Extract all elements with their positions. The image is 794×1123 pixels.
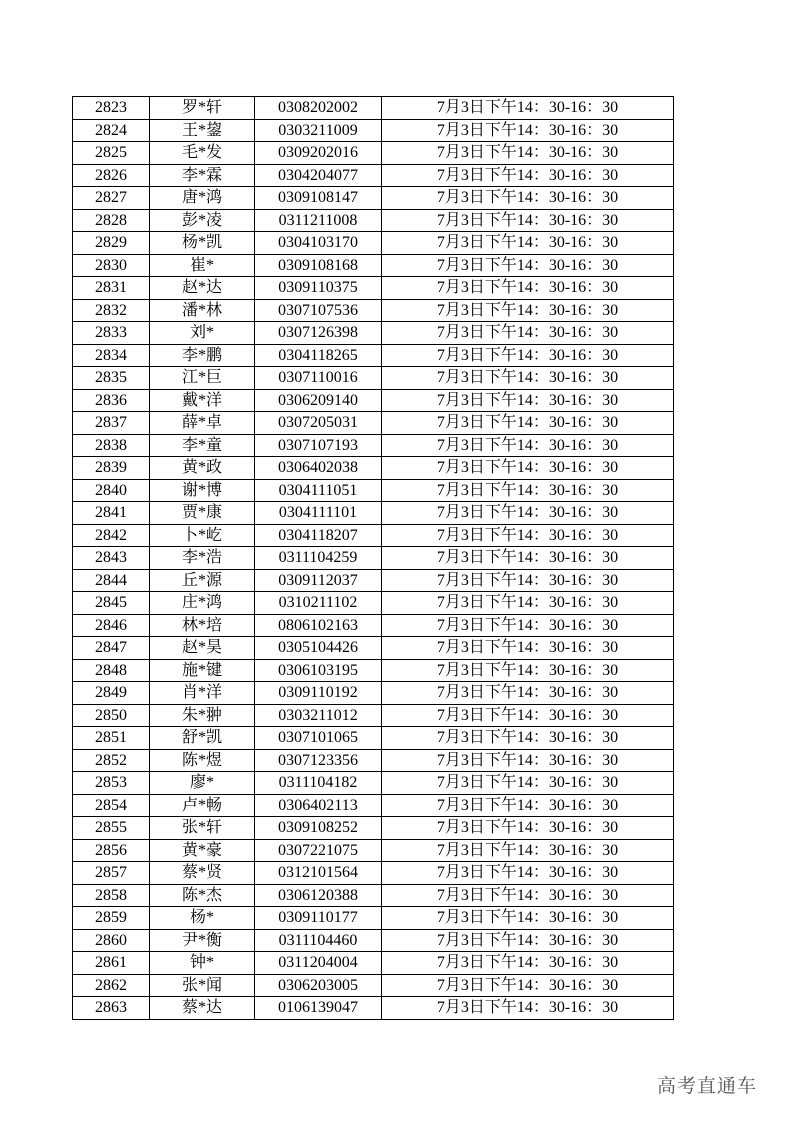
- cell-exam-id: 0309108147: [255, 187, 382, 210]
- cell-number: 2834: [73, 344, 150, 367]
- cell-exam-id: 0304118265: [255, 344, 382, 367]
- cell-number: 2846: [73, 614, 150, 637]
- cell-number: 2861: [73, 952, 150, 975]
- cell-exam-time: 7月3日下午14：30-16：30: [382, 142, 674, 165]
- cell-number: 2842: [73, 524, 150, 547]
- cell-number: 2857: [73, 862, 150, 885]
- cell-number: 2831: [73, 277, 150, 300]
- table-row: [73, 704, 674, 727]
- cell-exam-time: 7月3日下午14：30-16：30: [382, 119, 674, 142]
- cell-exam-id: 0311211008: [255, 209, 382, 232]
- cell-number: 2832: [73, 299, 150, 322]
- table-row: [73, 209, 674, 232]
- cell-number: 2854: [73, 794, 150, 817]
- cell-exam-time: 7月3日下午14：30-16：30: [382, 772, 674, 795]
- table-row: [73, 862, 674, 885]
- table-row: [73, 142, 674, 165]
- cell-exam-time: 7月3日下午14：30-16：30: [382, 344, 674, 367]
- table-row: [73, 412, 674, 435]
- cell-exam-time: 7月3日下午14：30-16：30: [382, 862, 674, 885]
- cell-exam-time: 7月3日下午14：30-16：30: [382, 97, 674, 120]
- cell-exam-time: 7月3日下午14：30-16：30: [382, 884, 674, 907]
- cell-name: 钟*: [150, 952, 255, 975]
- table-row: [73, 614, 674, 637]
- table-row: [73, 884, 674, 907]
- cell-exam-id: 0307123356: [255, 749, 382, 772]
- cell-exam-time: 7月3日下午14：30-16：30: [382, 817, 674, 840]
- table-row: [73, 952, 674, 975]
- table-row: [73, 907, 674, 930]
- cell-name: 蔡*贤: [150, 862, 255, 885]
- cell-number: 2836: [73, 389, 150, 412]
- cell-number: 2863: [73, 997, 150, 1020]
- cell-exam-id: 0311104182: [255, 772, 382, 795]
- cell-number: 2838: [73, 434, 150, 457]
- cell-number: 2859: [73, 907, 150, 930]
- cell-exam-time: 7月3日下午14：30-16：30: [382, 502, 674, 525]
- cell-exam-time: 7月3日下午14：30-16：30: [382, 457, 674, 480]
- cell-name: 贾*康: [150, 502, 255, 525]
- table-row: [73, 659, 674, 682]
- cell-exam-time: 7月3日下午14：30-16：30: [382, 704, 674, 727]
- table-row: [73, 119, 674, 142]
- table-row: [73, 479, 674, 502]
- cell-name: 毛*发: [150, 142, 255, 165]
- cell-name: 朱*翀: [150, 704, 255, 727]
- cell-exam-id: 0305104426: [255, 637, 382, 660]
- cell-exam-id: 0312101564: [255, 862, 382, 885]
- cell-exam-id: 0307107536: [255, 299, 382, 322]
- table-row: [73, 524, 674, 547]
- cell-number: 2851: [73, 727, 150, 750]
- table-row: [73, 232, 674, 255]
- cell-name: 李*童: [150, 434, 255, 457]
- cell-number: 2839: [73, 457, 150, 480]
- watermark-logo: 高考直通车: [657, 1075, 758, 1097]
- cell-exam-time: 7月3日下午14：30-16：30: [382, 547, 674, 570]
- cell-name: 林*培: [150, 614, 255, 637]
- cell-name: 杨*凯: [150, 232, 255, 255]
- table-row: [73, 682, 674, 705]
- cell-exam-id: 0309108252: [255, 817, 382, 840]
- cell-name: 卜*屹: [150, 524, 255, 547]
- cell-number: 2845: [73, 592, 150, 615]
- cell-exam-time: 7月3日下午14：30-16：30: [382, 254, 674, 277]
- cell-name: 施*键: [150, 659, 255, 682]
- cell-exam-time: 7月3日下午14：30-16：30: [382, 389, 674, 412]
- cell-exam-time: 7月3日下午14：30-16：30: [382, 232, 674, 255]
- cell-exam-time: 7月3日下午14：30-16：30: [382, 637, 674, 660]
- table-row: [73, 749, 674, 772]
- cell-number: 2858: [73, 884, 150, 907]
- cell-name: 薛*卓: [150, 412, 255, 435]
- cell-name: 黄*政: [150, 457, 255, 480]
- table-row: [73, 322, 674, 345]
- cell-number: 2852: [73, 749, 150, 772]
- cell-name: 彭*凌: [150, 209, 255, 232]
- cell-exam-id: 0306209140: [255, 389, 382, 412]
- table-row: [73, 187, 674, 210]
- cell-name: 廖*: [150, 772, 255, 795]
- table-row: [73, 817, 674, 840]
- cell-number: 2823: [73, 97, 150, 120]
- cell-name: 潘*林: [150, 299, 255, 322]
- cell-exam-id: 0307126398: [255, 322, 382, 345]
- cell-exam-id: 0806102163: [255, 614, 382, 637]
- table-row: [73, 254, 674, 277]
- schedule-table-body: [73, 97, 674, 1020]
- cell-number: 2840: [73, 479, 150, 502]
- table-row: [73, 929, 674, 952]
- cell-exam-id: 0311104259: [255, 547, 382, 570]
- table-row: [73, 434, 674, 457]
- cell-exam-id: 0304111051: [255, 479, 382, 502]
- cell-exam-id: 0307221075: [255, 839, 382, 862]
- cell-number: 2844: [73, 569, 150, 592]
- table-row: [73, 974, 674, 997]
- cell-name: 肖*洋: [150, 682, 255, 705]
- cell-name: 谢*博: [150, 479, 255, 502]
- cell-number: 2826: [73, 164, 150, 187]
- table-row: [73, 502, 674, 525]
- cell-exam-time: 7月3日下午14：30-16：30: [382, 479, 674, 502]
- cell-exam-id: 0307205031: [255, 412, 382, 435]
- cell-exam-time: 7月3日下午14：30-16：30: [382, 907, 674, 930]
- cell-number: 2862: [73, 974, 150, 997]
- cell-number: 2849: [73, 682, 150, 705]
- cell-name: 罗*轩: [150, 97, 255, 120]
- cell-name: 卢*畅: [150, 794, 255, 817]
- cell-exam-id: 0307110016: [255, 367, 382, 390]
- table-row: [73, 457, 674, 480]
- cell-exam-time: 7月3日下午14：30-16：30: [382, 592, 674, 615]
- cell-exam-time: 7月3日下午14：30-16：30: [382, 997, 674, 1020]
- cell-name: 刘*: [150, 322, 255, 345]
- cell-exam-id: 0304118207: [255, 524, 382, 547]
- cell-exam-time: 7月3日下午14：30-16：30: [382, 974, 674, 997]
- cell-exam-id: 0307101065: [255, 727, 382, 750]
- cell-number: 2837: [73, 412, 150, 435]
- cell-exam-time: 7月3日下午14：30-16：30: [382, 952, 674, 975]
- cell-exam-id: 0308202002: [255, 97, 382, 120]
- cell-exam-time: 7月3日下午14：30-16：30: [382, 569, 674, 592]
- cell-exam-id: 0304111101: [255, 502, 382, 525]
- cell-exam-time: 7月3日下午14：30-16：30: [382, 749, 674, 772]
- table-row: [73, 277, 674, 300]
- cell-number: 2825: [73, 142, 150, 165]
- cell-exam-id: 0309108168: [255, 254, 382, 277]
- table-row: [73, 637, 674, 660]
- cell-name: 舒*凯: [150, 727, 255, 750]
- cell-name: 戴*洋: [150, 389, 255, 412]
- cell-exam-time: 7月3日下午14：30-16：30: [382, 794, 674, 817]
- cell-exam-time: 7月3日下午14：30-16：30: [382, 524, 674, 547]
- cell-number: 2829: [73, 232, 150, 255]
- cell-name: 黄*豪: [150, 839, 255, 862]
- table-row: [73, 367, 674, 390]
- cell-exam-time: 7月3日下午14：30-16：30: [382, 277, 674, 300]
- cell-number: 2848: [73, 659, 150, 682]
- cell-exam-id: 0106139047: [255, 997, 382, 1020]
- cell-exam-id: 0309110177: [255, 907, 382, 930]
- cell-number: 2841: [73, 502, 150, 525]
- cell-name: 李*鹏: [150, 344, 255, 367]
- cell-name: 赵*昊: [150, 637, 255, 660]
- cell-exam-id: 0306402038: [255, 457, 382, 480]
- cell-name: 李*霖: [150, 164, 255, 187]
- cell-exam-id: 0306103195: [255, 659, 382, 682]
- cell-exam-time: 7月3日下午14：30-16：30: [382, 367, 674, 390]
- cell-name: 丘*源: [150, 569, 255, 592]
- schedule-table: [72, 96, 674, 1020]
- table-row: [73, 839, 674, 862]
- table-row: [73, 299, 674, 322]
- table-row: [73, 772, 674, 795]
- cell-name: 陈*煜: [150, 749, 255, 772]
- cell-exam-time: 7月3日下午14：30-16：30: [382, 299, 674, 322]
- cell-number: 2855: [73, 817, 150, 840]
- table-row: [73, 547, 674, 570]
- cell-exam-id: 0311204004: [255, 952, 382, 975]
- cell-name: 王*鋆: [150, 119, 255, 142]
- cell-number: 2827: [73, 187, 150, 210]
- cell-number: 2824: [73, 119, 150, 142]
- table-row: [73, 97, 674, 120]
- cell-exam-id: 0306203005: [255, 974, 382, 997]
- cell-name: 江*巨: [150, 367, 255, 390]
- cell-name: 庄*鸿: [150, 592, 255, 615]
- cell-exam-time: 7月3日下午14：30-16：30: [382, 614, 674, 637]
- cell-exam-id: 0303211009: [255, 119, 382, 142]
- cell-exam-id: 0309110192: [255, 682, 382, 705]
- cell-number: 2850: [73, 704, 150, 727]
- cell-exam-id: 0310211102: [255, 592, 382, 615]
- table-row: [73, 344, 674, 367]
- cell-exam-id: 0307107193: [255, 434, 382, 457]
- cell-name: 赵*达: [150, 277, 255, 300]
- cell-exam-id: 0311104460: [255, 929, 382, 952]
- cell-exam-id: 0306402113: [255, 794, 382, 817]
- cell-exam-id: 0304103170: [255, 232, 382, 255]
- cell-exam-time: 7月3日下午14：30-16：30: [382, 682, 674, 705]
- cell-number: 2847: [73, 637, 150, 660]
- cell-exam-time: 7月3日下午14：30-16：30: [382, 164, 674, 187]
- cell-exam-time: 7月3日下午14：30-16：30: [382, 412, 674, 435]
- cell-exam-id: 0306120388: [255, 884, 382, 907]
- cell-exam-id: 0309112037: [255, 569, 382, 592]
- cell-exam-time: 7月3日下午14：30-16：30: [382, 929, 674, 952]
- cell-name: 蔡*达: [150, 997, 255, 1020]
- table-row: [73, 794, 674, 817]
- cell-exam-time: 7月3日下午14：30-16：30: [382, 209, 674, 232]
- table-row: [73, 569, 674, 592]
- cell-name: 李*浩: [150, 547, 255, 570]
- cell-number: 2843: [73, 547, 150, 570]
- cell-exam-time: 7月3日下午14：30-16：30: [382, 839, 674, 862]
- cell-exam-id: 0309202016: [255, 142, 382, 165]
- cell-exam-id: 0309110375: [255, 277, 382, 300]
- cell-name: 唐*鸿: [150, 187, 255, 210]
- cell-number: 2835: [73, 367, 150, 390]
- cell-number: 2830: [73, 254, 150, 277]
- cell-exam-id: 0304204077: [255, 164, 382, 187]
- table-row: [73, 727, 674, 750]
- cell-number: 2828: [73, 209, 150, 232]
- cell-name: 尹*衡: [150, 929, 255, 952]
- cell-exam-time: 7月3日下午14：30-16：30: [382, 434, 674, 457]
- cell-number: 2860: [73, 929, 150, 952]
- cell-name: 杨*: [150, 907, 255, 930]
- table-row: [73, 389, 674, 412]
- cell-exam-time: 7月3日下午14：30-16：30: [382, 659, 674, 682]
- cell-name: 张*轩: [150, 817, 255, 840]
- cell-exam-time: 7月3日下午14：30-16：30: [382, 187, 674, 210]
- cell-number: 2853: [73, 772, 150, 795]
- cell-name: 崔*: [150, 254, 255, 277]
- cell-number: 2833: [73, 322, 150, 345]
- table-row: [73, 997, 674, 1020]
- cell-name: 张*闻: [150, 974, 255, 997]
- cell-exam-time: 7月3日下午14：30-16：30: [382, 727, 674, 750]
- table-row: [73, 164, 674, 187]
- table-row: [73, 592, 674, 615]
- cell-number: 2856: [73, 839, 150, 862]
- cell-exam-id: 0303211012: [255, 704, 382, 727]
- cell-exam-time: 7月3日下午14：30-16：30: [382, 322, 674, 345]
- cell-name: 陈*杰: [150, 884, 255, 907]
